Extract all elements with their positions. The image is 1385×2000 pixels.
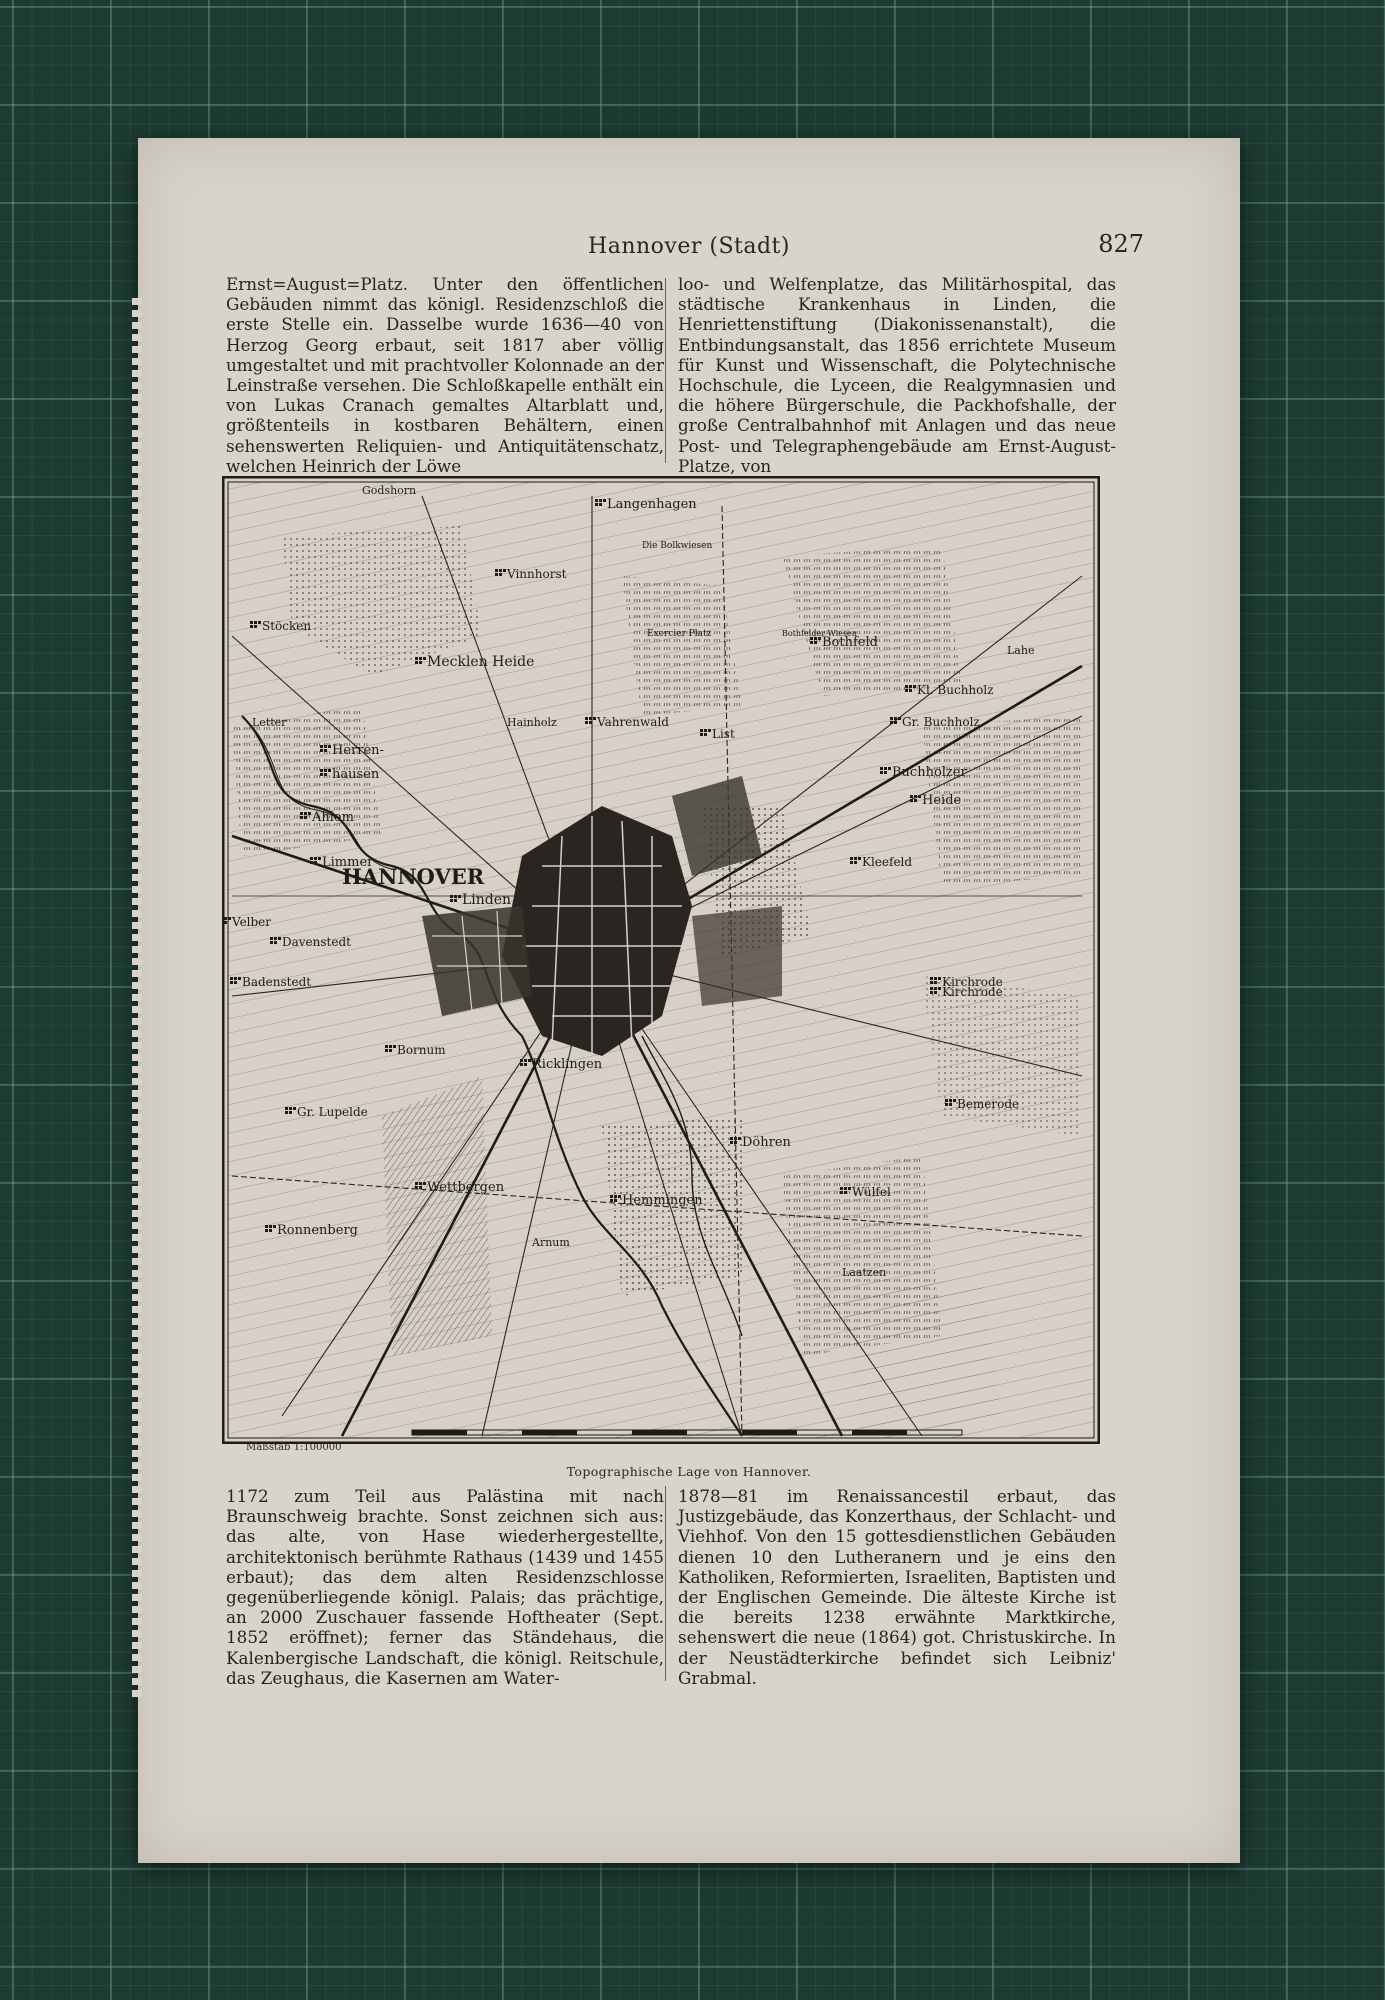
book-page (138, 138, 1240, 1863)
page-header-title: Hannover (Stadt) (588, 234, 790, 259)
map-city-label: HANNOVER (342, 864, 485, 889)
map-place-label: Bornum (397, 1043, 446, 1057)
map-place-label: Hemmingen (622, 1193, 703, 1208)
map-place-label: Limmer (322, 855, 374, 870)
map-place-label: Kirchrode (942, 985, 1003, 999)
map-place-label: Heide (922, 793, 962, 808)
map-place-label: Die Bolkwiesen (642, 541, 713, 551)
text-column-top-left: Ernst=August=Platz. Unter den öffentlichen Gebäuden nimmt das königl. Residenzschloß die erste Stelle ein. Dasselbe wurde 1636—40 von Herzog Georg erbaut, seit 1817 aber völlig umgestaltet und mit prachtvoller Kolonnade an der Leinstraße versehen. Die Schloßkapelle enthält ein von Lukas Cranach gemaltes Altarblatt und, größtenteils in kostbaren Behältern, einen sehenswerten Reliquien- und Antiquitätenschatz, welchen Heinrich der Löwe (226, 274, 664, 476)
map-place-label: Wettbergen (427, 1180, 505, 1195)
map-place-label: Mecklen Heide (427, 654, 535, 670)
map-place-label: Velber (232, 915, 272, 929)
map-place-label: Wülfel (852, 1185, 891, 1199)
map-scale-label: Maßstab 1:100000 (246, 1442, 342, 1453)
map-place-label: Godshorn (362, 484, 417, 497)
map-place-label: Exercier Platz (647, 629, 712, 639)
map-place-label: Linden (462, 892, 512, 908)
text-column-bottom-right: 1878—81 im Renaissancestil erbaut, das Justizgebäude, das Konzerthaus, der Schlacht- und Viehhof. Von den 15 gottesdienstlichen Gebäuden dienen 10 den Lutheranern und je eins den Katholiken, Reformierten, Israeliten, Baptisten und der Englischen Gemeinde. Die älteste Kirche ist die bereits 1238 erwähnte Marktkirche, sehenswert die neue (1864) got. Christuskirche. In der Neustädterkirche befindet sich Leibniz' Grabmal. (678, 1486, 1116, 1688)
map-place-label: Langenhagen (607, 497, 697, 512)
map-place-label: Gr. Buchholz (902, 715, 980, 729)
map-place-label: Laatzen (842, 1266, 887, 1279)
map-place-label: Kleefeld (862, 855, 913, 869)
map-place-label: Davenstedt (282, 935, 351, 949)
map-place-label: Letter (252, 716, 287, 729)
map-place-label: Vinnhorst (507, 567, 567, 581)
map-place-label: Bothfeld (822, 635, 878, 650)
map-place-label: Bothfelder Wiesen (782, 629, 857, 638)
topographic-map (222, 476, 1100, 1444)
map-place-label: Ahlem (312, 810, 354, 825)
map-place-label: Arnum (532, 1236, 570, 1249)
text-column-bottom-left: 1172 zum Teil aus Palästina mit nach Braunschweig brachte. Sonst zeichnen sich aus: das alte, von Hase wiederhergestellte, architektonisch berühmte Rathaus (1439 und 1455 erbaut); das dem alten Residenzschlosse gegenüberliegende königl. Palais; das prächtige, an 2000 Zuschauer fassende Hoftheater (Sept. 1852 eröffnet); ferner das Ständehaus, die Kalenbergische Landschaft, die königl. Reitschule, das Zeughaus, die Kasernen am Water- (226, 1486, 664, 1688)
map-place-label: Vahrenwald (597, 715, 669, 729)
map-place-label: Stöcken (262, 619, 312, 633)
map-place-label: Döhren (742, 1135, 791, 1150)
map-place-label: Ricklingen (532, 1057, 603, 1072)
map-place-label: Buchholzer (892, 765, 967, 780)
text-column-top-right: loo- und Welfenplatze, das Militärhospital, das städtische Krankenhaus in Linden, die Henriettenstiftung (Diakonissenanstalt), die Entbindungsanstalt, das 1856 errichtete Museum für Kunst und Wissenschaft, die Polytechnische Hochschule, die Lyceen, die Realgymnasien und die höhere Bürgerschule, die Packhofshalle, der große Centralbahnhof mit Anlagen und das neue Post- und Telegraphengebäude am Ernst-August-Platze, von (678, 274, 1116, 476)
page-number: 827 (1098, 230, 1144, 258)
map-place-label: hausen (332, 767, 380, 782)
map-place-label: Ronnenberg (277, 1223, 358, 1238)
map-place-label: List (712, 727, 735, 741)
map-place-label: Kl. Buchholz (917, 683, 994, 697)
map-place-label: Gr. Lupelde (297, 1105, 368, 1119)
map-place-label: Herren- (332, 743, 384, 758)
map-place-label: Badenstedt (242, 975, 312, 989)
map-place-label: Bemerode (957, 1097, 1020, 1111)
column-divider (665, 1486, 666, 1681)
map-place-label: Kirchrode (942, 975, 1003, 989)
map-caption: Topographische Lage von Hannover. (566, 1464, 812, 1479)
column-divider (665, 278, 666, 463)
map-place-label: Hainholz (507, 716, 557, 729)
map-figure (222, 476, 1100, 1444)
map-place-label: Lahe (1007, 644, 1035, 657)
